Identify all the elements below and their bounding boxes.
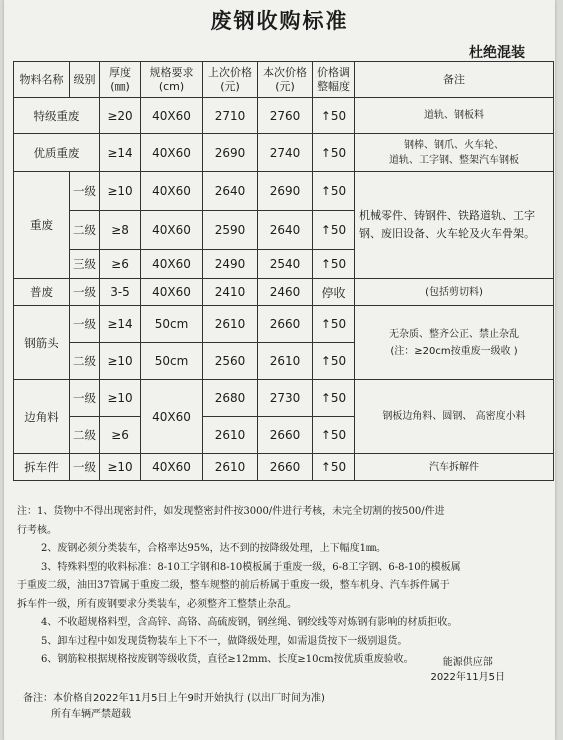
grade-cell: 一级 [70, 380, 100, 417]
spec-cell: 40X60 [141, 172, 203, 211]
prev-price-cell: 2610 [203, 306, 258, 343]
adjust-cell: ↑50 [313, 343, 355, 380]
signature-block [430, 655, 505, 685]
curr-price-cell: 2660 [258, 417, 313, 454]
note-3a: 3、特殊料型的收料标准：8-10工字钢和8-10模板属于重废一级，6-8工字钢、6-8-10的模板属 [41, 561, 461, 573]
bottom-remark-1: 备注：本价格自2022年11月5日上午9时开始执行 (以出厂时间为准) [23, 693, 325, 704]
adjust-cell: ↑50 [313, 380, 355, 417]
thickness-cell: ≥10 [100, 343, 141, 380]
remark-cell: 汽车拆解件 [355, 454, 554, 481]
prev-price-cell: 2680 [203, 380, 258, 417]
price-table [13, 61, 554, 481]
price-sheet [4, 0, 555, 740]
material-name: 边角料 [14, 380, 70, 454]
adjust-cell: ↑50 [313, 98, 355, 134]
spec-cell: 50cm [141, 343, 203, 380]
note-6: 6、钢筋粒根据规格按废钢等级收货，直径≥12mm、长度≥10cm按优质重废验收。 [41, 654, 414, 665]
table-row [14, 454, 554, 481]
prev-price-cell: 2560 [203, 343, 258, 380]
thickness-cell: ≥20 [100, 98, 141, 134]
header-adjust: 价格调 整幅度 [313, 62, 355, 98]
thickness-cell: ≥6 [100, 417, 141, 454]
adjust-cell: ↑50 [313, 134, 355, 172]
table-row [14, 172, 554, 211]
spec-cell: 40X60 [141, 279, 203, 306]
header-spec: 规格要求 (cm) [141, 62, 203, 98]
adjust-cell: ↑50 [313, 454, 355, 481]
adjust-cell: ↑50 [313, 417, 355, 454]
header-row [14, 62, 554, 98]
curr-price-cell: 2460 [258, 279, 313, 306]
curr-price-cell: 2690 [258, 172, 313, 211]
header-prev-price: 上次价格 (元) [203, 62, 258, 98]
bottom-remarks [23, 691, 325, 723]
subtitle: 杜绝混装 [469, 45, 525, 61]
material-name: 重废 [14, 172, 70, 279]
spec-cell: 40X60 [141, 250, 203, 279]
remark-cell: 道轨、钢板料 [355, 98, 554, 134]
table-row [14, 134, 554, 172]
header-material: 物料名称 [14, 62, 70, 98]
spec-cell: 50cm [141, 306, 203, 343]
thickness-cell: ≥14 [100, 134, 141, 172]
grade-cell: 一级 [70, 172, 100, 211]
spec-cell: 40X60 [141, 211, 203, 250]
remark-cell: 无杂质、整齐公正、禁止杂乱 (注：≥20cm按重废一级收 ) [355, 306, 554, 380]
thickness-cell: 3-5 [100, 279, 141, 306]
note-4: 4、不收超规格料型，含高锌、高铬、高硫废钢，钢丝绳、钢绞线等对炼钢有影响的材质拒收。 [41, 617, 458, 628]
note-5: 5、卸车过程中如发现货物装车上下不一，做降级处理，如需退货按下一级别退货。 [41, 635, 408, 647]
note-2: 2、废钢必须分类装车，合格率达95%，达不到的按降级处理，上下幅度1㎜。 [41, 543, 386, 554]
prev-price-cell: 2590 [203, 211, 258, 250]
grade-cell: 三级 [70, 250, 100, 279]
thickness-cell: ≥10 [100, 172, 141, 211]
prev-price-cell: 2410 [203, 279, 258, 306]
curr-price-cell: 2660 [258, 454, 313, 481]
note-1b: 行考核。 [17, 524, 57, 536]
adjust-cell: ↑50 [313, 306, 355, 343]
note-3c: 拆车件一级，所有废钢要求分类装车，必须整齐工整禁止杂乱。 [17, 598, 297, 610]
grade-cell: 二级 [70, 211, 100, 250]
prev-price-cell: 2610 [203, 454, 258, 481]
adjust-cell: ↑50 [313, 211, 355, 250]
spec-cell: 40X60 [141, 134, 203, 172]
prev-price-cell: 2610 [203, 417, 258, 454]
spec-cell: 40X60 [141, 98, 203, 134]
grade-cell: 二级 [70, 417, 100, 454]
table-row [14, 98, 554, 134]
prev-price-cell: 2640 [203, 172, 258, 211]
signature-date: 2022年11月5日 [430, 672, 505, 683]
thickness-cell: ≥6 [100, 250, 141, 279]
grade-cell: 二级 [70, 343, 100, 380]
grade-cell: 一级 [70, 306, 100, 343]
adjust-cell: ↑50 [313, 172, 355, 211]
table-row [14, 380, 554, 417]
thickness-cell: ≥14 [100, 306, 141, 343]
notes-section [17, 503, 547, 670]
header-remark: 备注 [355, 62, 554, 98]
thickness-cell: ≥10 [100, 454, 141, 481]
prev-price-cell: 2490 [203, 250, 258, 279]
spec-cell: 40X60 [141, 380, 203, 454]
material-name: 钢筋头 [14, 306, 70, 380]
material-name: 特级重废 [14, 98, 100, 134]
prev-price-cell: 2710 [203, 98, 258, 134]
header-grade: 级别 [70, 62, 100, 98]
material-name: 拆车件 [14, 454, 70, 481]
prev-price-cell: 2690 [203, 134, 258, 172]
curr-price-cell: 2610 [258, 343, 313, 380]
curr-price-cell: 2740 [258, 134, 313, 172]
curr-price-cell: 2540 [258, 250, 313, 279]
bottom-remark-2: 所有车辆严禁超载 [51, 709, 131, 720]
grade-cell: 一级 [70, 279, 100, 306]
curr-price-cell: 2640 [258, 211, 313, 250]
material-name: 优质重废 [14, 134, 100, 172]
page-title: 废钢收购标准 [210, 8, 349, 33]
table-row [14, 306, 554, 343]
note-3b: 于重废二级，油田37管属于重废二级，整车规整的前后桥属于重废一级，整车机身、汽车拆件属于 [17, 580, 450, 591]
signature-dept: 能源供应部 [442, 657, 493, 668]
note-1a: 注：1、货物中不得出现密封件，如发现整密封件按3000/件进行考核，未完全切割的按500/件进 [17, 506, 445, 517]
adjust-cell: 停收 [313, 279, 355, 306]
grade-cell: 一级 [70, 454, 100, 481]
curr-price-cell: 2730 [258, 380, 313, 417]
spec-cell: 40X60 [141, 454, 203, 481]
remark-cell: 钢棒、钢爪、火车轮、 道轨、工字钢、整架汽车钢板 [355, 134, 554, 172]
header-thickness: 厚度 (㎜) [100, 62, 141, 98]
remark-cell: (包括剪切料) [355, 279, 554, 306]
remark-cell: 机械零件、铸钢件、铁路道轨、工字钢、废旧设备、火车轮及火车骨架。 [355, 172, 554, 279]
curr-price-cell: 2760 [258, 98, 313, 134]
curr-price-cell: 2660 [258, 306, 313, 343]
adjust-cell: ↑50 [313, 250, 355, 279]
remark-cell: 钢板边角料、圆钢、 高密度小料 [355, 380, 554, 454]
material-name: 普废 [14, 279, 70, 306]
thickness-cell: ≥10 [100, 380, 141, 417]
header-curr-price: 本次价格 (元) [258, 62, 313, 98]
thickness-cell: ≥8 [100, 211, 141, 250]
table-row [14, 279, 554, 306]
